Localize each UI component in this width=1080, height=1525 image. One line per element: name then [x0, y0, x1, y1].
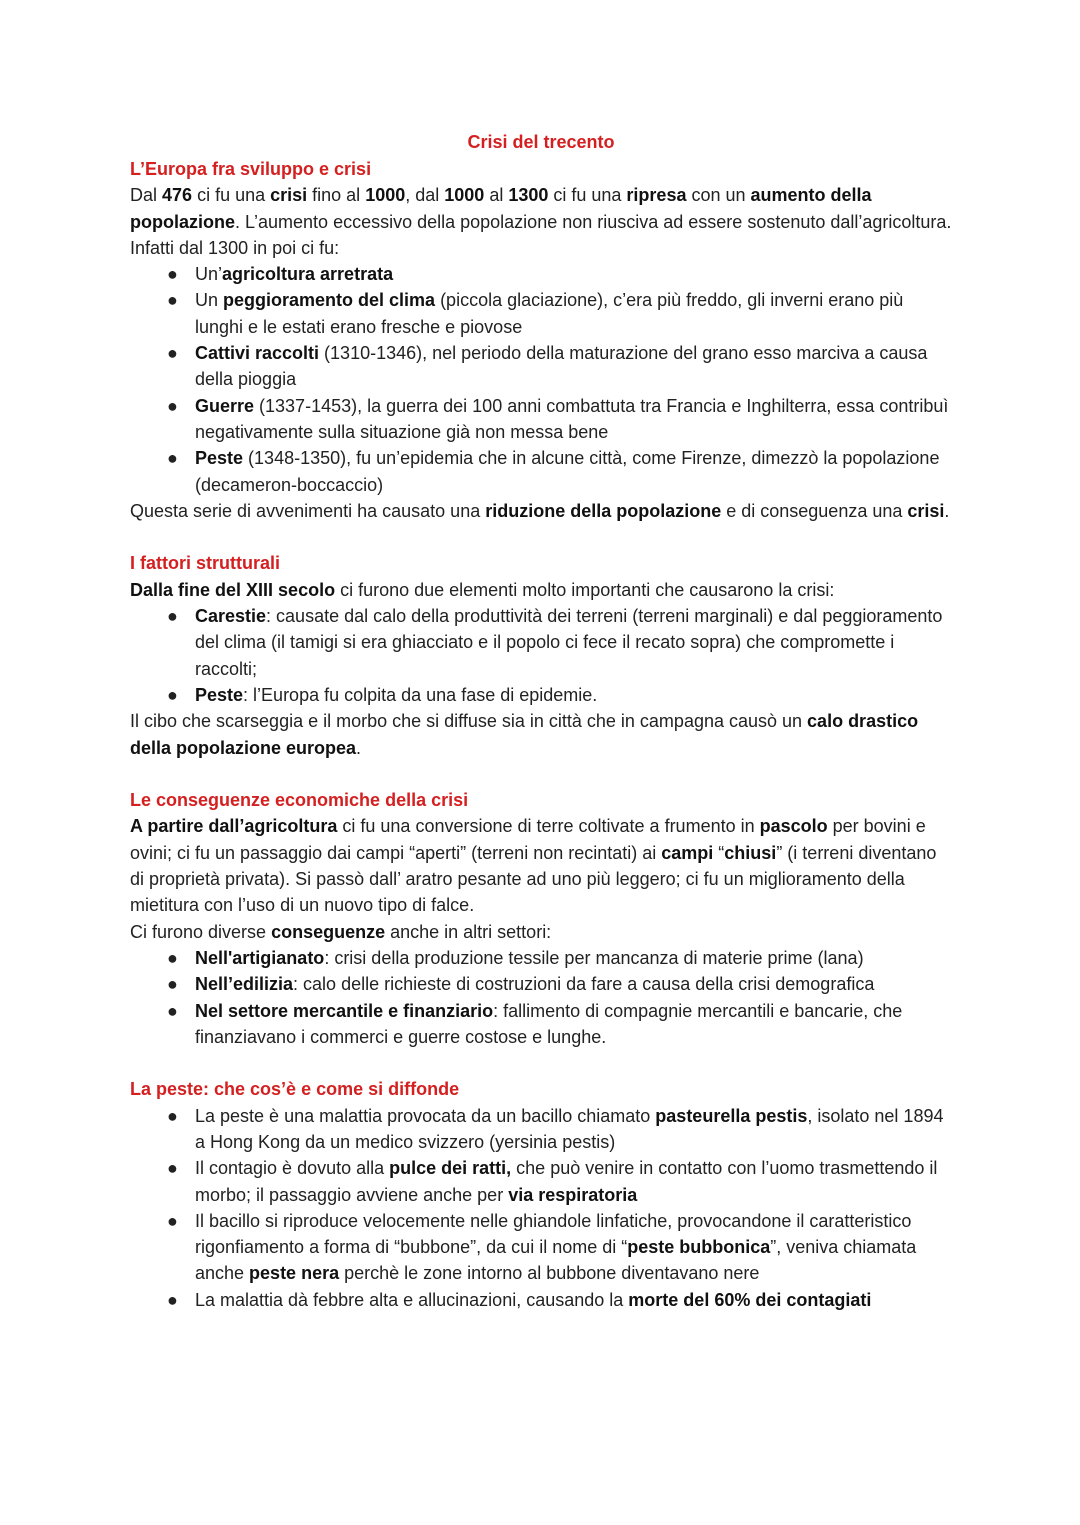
- text-run: al: [484, 185, 509, 206]
- list-item: [130, 1103, 952, 1156]
- text-run: ci fu una: [192, 185, 271, 206]
- bullet-icon: ●: [167, 1000, 178, 1021]
- bullet-icon: ●: [167, 684, 178, 705]
- text-run: perchè le zone intorno al bubbone diventavano nere: [339, 1263, 760, 1284]
- section-heading: Le conseguenze economiche della crisi: [130, 790, 469, 811]
- list-item: [130, 1208, 952, 1287]
- bullet-icon: ●: [167, 448, 178, 469]
- section-spacer: [130, 1050, 952, 1076]
- bullet-icon: ●: [167, 1210, 178, 1231]
- bold-text: pulce dei ratti,: [389, 1158, 512, 1179]
- outro-paragraph: [130, 498, 952, 524]
- intro-paragraph: [130, 182, 952, 261]
- bold-text: agricoltura arretrata: [222, 264, 394, 285]
- bold-text: A partire dall’agricoltura: [130, 816, 338, 837]
- bullet-icon: ●: [167, 264, 178, 285]
- text-run: (piccola glaciazione), c’era più freddo, gli inverni erano più lunghi e le estati erano fresche e piovose: [195, 290, 904, 337]
- text-run: anche in altri settori:: [385, 921, 552, 942]
- bold-text: Guerre: [195, 395, 255, 416]
- bold-text: ripresa: [626, 185, 687, 206]
- bold-text: Nel settore mercantile e finanziario: [195, 1000, 494, 1021]
- list-item: [130, 445, 952, 498]
- text-run: (1348-1350), fu un’epidemia che in alcune città, come Firenze, dimezzò la popolazione (decameron-boccaccio): [195, 448, 940, 495]
- bullet-icon: ●: [167, 1289, 178, 1310]
- text-run: fino al: [307, 185, 366, 206]
- bold-text: calo drastico della popolazione europea: [130, 711, 919, 758]
- text-run: Un’: [195, 264, 223, 285]
- text-run: : calo delle richieste di costruzioni da fare a causa della crisi demografica: [293, 974, 875, 995]
- list-item: [130, 1155, 952, 1208]
- list-item: [130, 1287, 952, 1313]
- bold-text: peste bubbonica: [627, 1237, 771, 1258]
- bullet-icon: ●: [167, 1158, 178, 1179]
- bold-text: 1000: [444, 185, 485, 206]
- bold-text: chiusi: [724, 842, 777, 863]
- bullet-icon: ●: [167, 606, 178, 627]
- bold-text: conseguenze: [271, 921, 386, 942]
- list-item: [130, 287, 952, 340]
- bold-text: crisi: [907, 500, 945, 521]
- bullet-list: [130, 261, 952, 498]
- section-heading: I fattori strutturali: [130, 553, 281, 574]
- text-run: ” (i terreni diventano di proprietà privata). Si passò dall’ aratro pesante ad uno più leggero; ci fu un miglioramento della mietitura con l’uso di un nuovo tipo di falce.: [130, 842, 937, 916]
- text-run: Un: [195, 290, 224, 311]
- intro-paragraph: [130, 813, 952, 918]
- list-item: [130, 340, 952, 393]
- bold-text: Cattivi raccolti: [195, 343, 320, 364]
- bold-text: Dalla fine del XIII secolo: [130, 579, 336, 600]
- bold-text: Peste: [195, 448, 244, 469]
- list-item: [130, 945, 952, 971]
- text-run: , isolato nel 1894 a Hong Kong da un medico svizzero (yersinia pestis): [195, 1105, 944, 1152]
- bold-text: Nell’edilizia: [195, 974, 294, 995]
- bullet-icon: ●: [167, 947, 178, 968]
- bullet-icon: ●: [167, 395, 178, 416]
- bold-text: peggioramento del clima: [223, 290, 436, 311]
- bullet-list: [130, 603, 952, 708]
- text-run: (1337-1453), la guerra dei 100 anni combattuta tra Francia e Inghilterra, essa contribuì negativamente sulla situazione già non messa bene: [195, 395, 949, 442]
- bullet-icon: ●: [167, 974, 178, 995]
- text-run: , dal: [405, 185, 445, 206]
- text-run: che può venire in contatto con l’uomo trasmettendo il morbo; il passaggio avviene anche per: [195, 1158, 938, 1205]
- text-run: : crisi della produzione tessile per mancanza di materie prime (lana): [324, 947, 864, 968]
- text-run: Ci furono diverse: [130, 921, 272, 942]
- text-run: Il bacillo si riproduce velocemente nelle ghiandole linfatiche, provocandone il caratteristico rigonfiamento a forma di “bubbone”, da cui il nome di “: [195, 1210, 912, 1258]
- list-item: [130, 998, 952, 1051]
- text-run: e di conseguenza una: [721, 500, 908, 521]
- text-run: .: [356, 737, 362, 758]
- bullet-icon: ●: [167, 1105, 178, 1126]
- document-content: [130, 156, 952, 1313]
- text-run: ci fu una conversione di terre coltivate a frumento in: [337, 816, 760, 837]
- text-run: (1310-1346), nel periodo della maturazione del grano esso marciva a causa della pioggia: [195, 343, 928, 390]
- bullet-icon: ●: [167, 343, 178, 364]
- text-run: ci furono due elementi molto importanti che causarono la crisi:: [335, 579, 835, 600]
- text-run: con un: [686, 185, 751, 206]
- text-run: ”, veniva chiamata anche: [195, 1237, 917, 1284]
- bold-text: Nell'artigianato: [195, 947, 325, 968]
- bullet-icon: ●: [167, 290, 178, 311]
- text-run: La malattia dà febbre alta e allucinazioni, causando la: [195, 1289, 629, 1310]
- bold-text: Peste: [195, 684, 244, 705]
- text-run: ci fu una: [548, 185, 627, 206]
- bold-text: crisi: [270, 185, 308, 206]
- list-item: [130, 682, 952, 708]
- text-run: . L’aumento eccessivo della popolazione non riusciva ad essere sostenuto dall’agricoltura. Infatti dal 1300 in poi ci fu:: [130, 211, 952, 258]
- bold-text: pascolo: [759, 816, 828, 837]
- list-item: [130, 393, 952, 446]
- section-heading: La peste: che cos’è e come si diffonde: [130, 1079, 460, 1100]
- section-heading: L’Europa fra sviluppo e crisi: [130, 159, 372, 179]
- text-run: Il contagio è dovuto alla: [195, 1158, 390, 1179]
- bullet-list: [130, 1103, 952, 1313]
- bold-text: 1000: [365, 185, 406, 206]
- text-run: : fallimento di compagnie mercantili e bancarie, che finanziavano i commerci e guerre costose e lunghe.: [195, 1000, 903, 1047]
- text-run: per bovini e ovini; ci fu un passaggio dai campi “aperti” (terreni non recintati) ai: [130, 816, 926, 863]
- text-run: .: [944, 500, 950, 521]
- intro-paragraph: [130, 919, 952, 945]
- section-spacer: [130, 524, 952, 550]
- text-run: Il cibo che scarseggia e il morbo che si diffuse sia in città che in campagna causò un: [130, 711, 808, 732]
- bold-text: aumento della popolazione: [130, 185, 872, 232]
- text-run: Dal: [130, 185, 163, 206]
- list-item: [130, 603, 952, 682]
- bold-text: morte del 60% dei contagiati: [628, 1289, 872, 1310]
- text-run: Questa serie di avvenimenti ha causato una: [130, 500, 486, 521]
- bold-text: pasteurella pestis: [655, 1105, 808, 1126]
- outro-paragraph: [130, 708, 952, 761]
- text-run: : l’Europa fu colpita da una fase di epidemie.: [243, 684, 598, 705]
- bold-text: via respiratoria: [508, 1184, 638, 1205]
- intro-paragraph: [130, 577, 952, 603]
- bold-text: peste nera: [249, 1263, 340, 1284]
- text-run: “: [713, 842, 725, 863]
- bold-text: riduzione della popolazione: [485, 500, 722, 521]
- document-title: Crisi del trecento: [467, 132, 615, 152]
- bold-text: Carestie: [195, 606, 267, 627]
- bold-text: 476: [162, 185, 193, 206]
- list-item: [130, 971, 952, 997]
- text-run: La peste è una malattia provocata da un bacillo chiamato: [195, 1105, 656, 1126]
- bold-text: 1300: [508, 185, 549, 206]
- document-page: [130, 128, 952, 1313]
- section-spacer: [130, 761, 952, 787]
- bold-text: campi: [661, 842, 714, 863]
- list-item: [130, 261, 952, 287]
- text-run: : causate dal calo della produttività dei terreni (terreni marginali) e dal peggioramento del clima (il tamigi si era ghiacciato e il popolo ci fece il recato sopra) che compromette i raccolti;: [195, 606, 943, 679]
- bullet-list: [130, 945, 952, 1050]
